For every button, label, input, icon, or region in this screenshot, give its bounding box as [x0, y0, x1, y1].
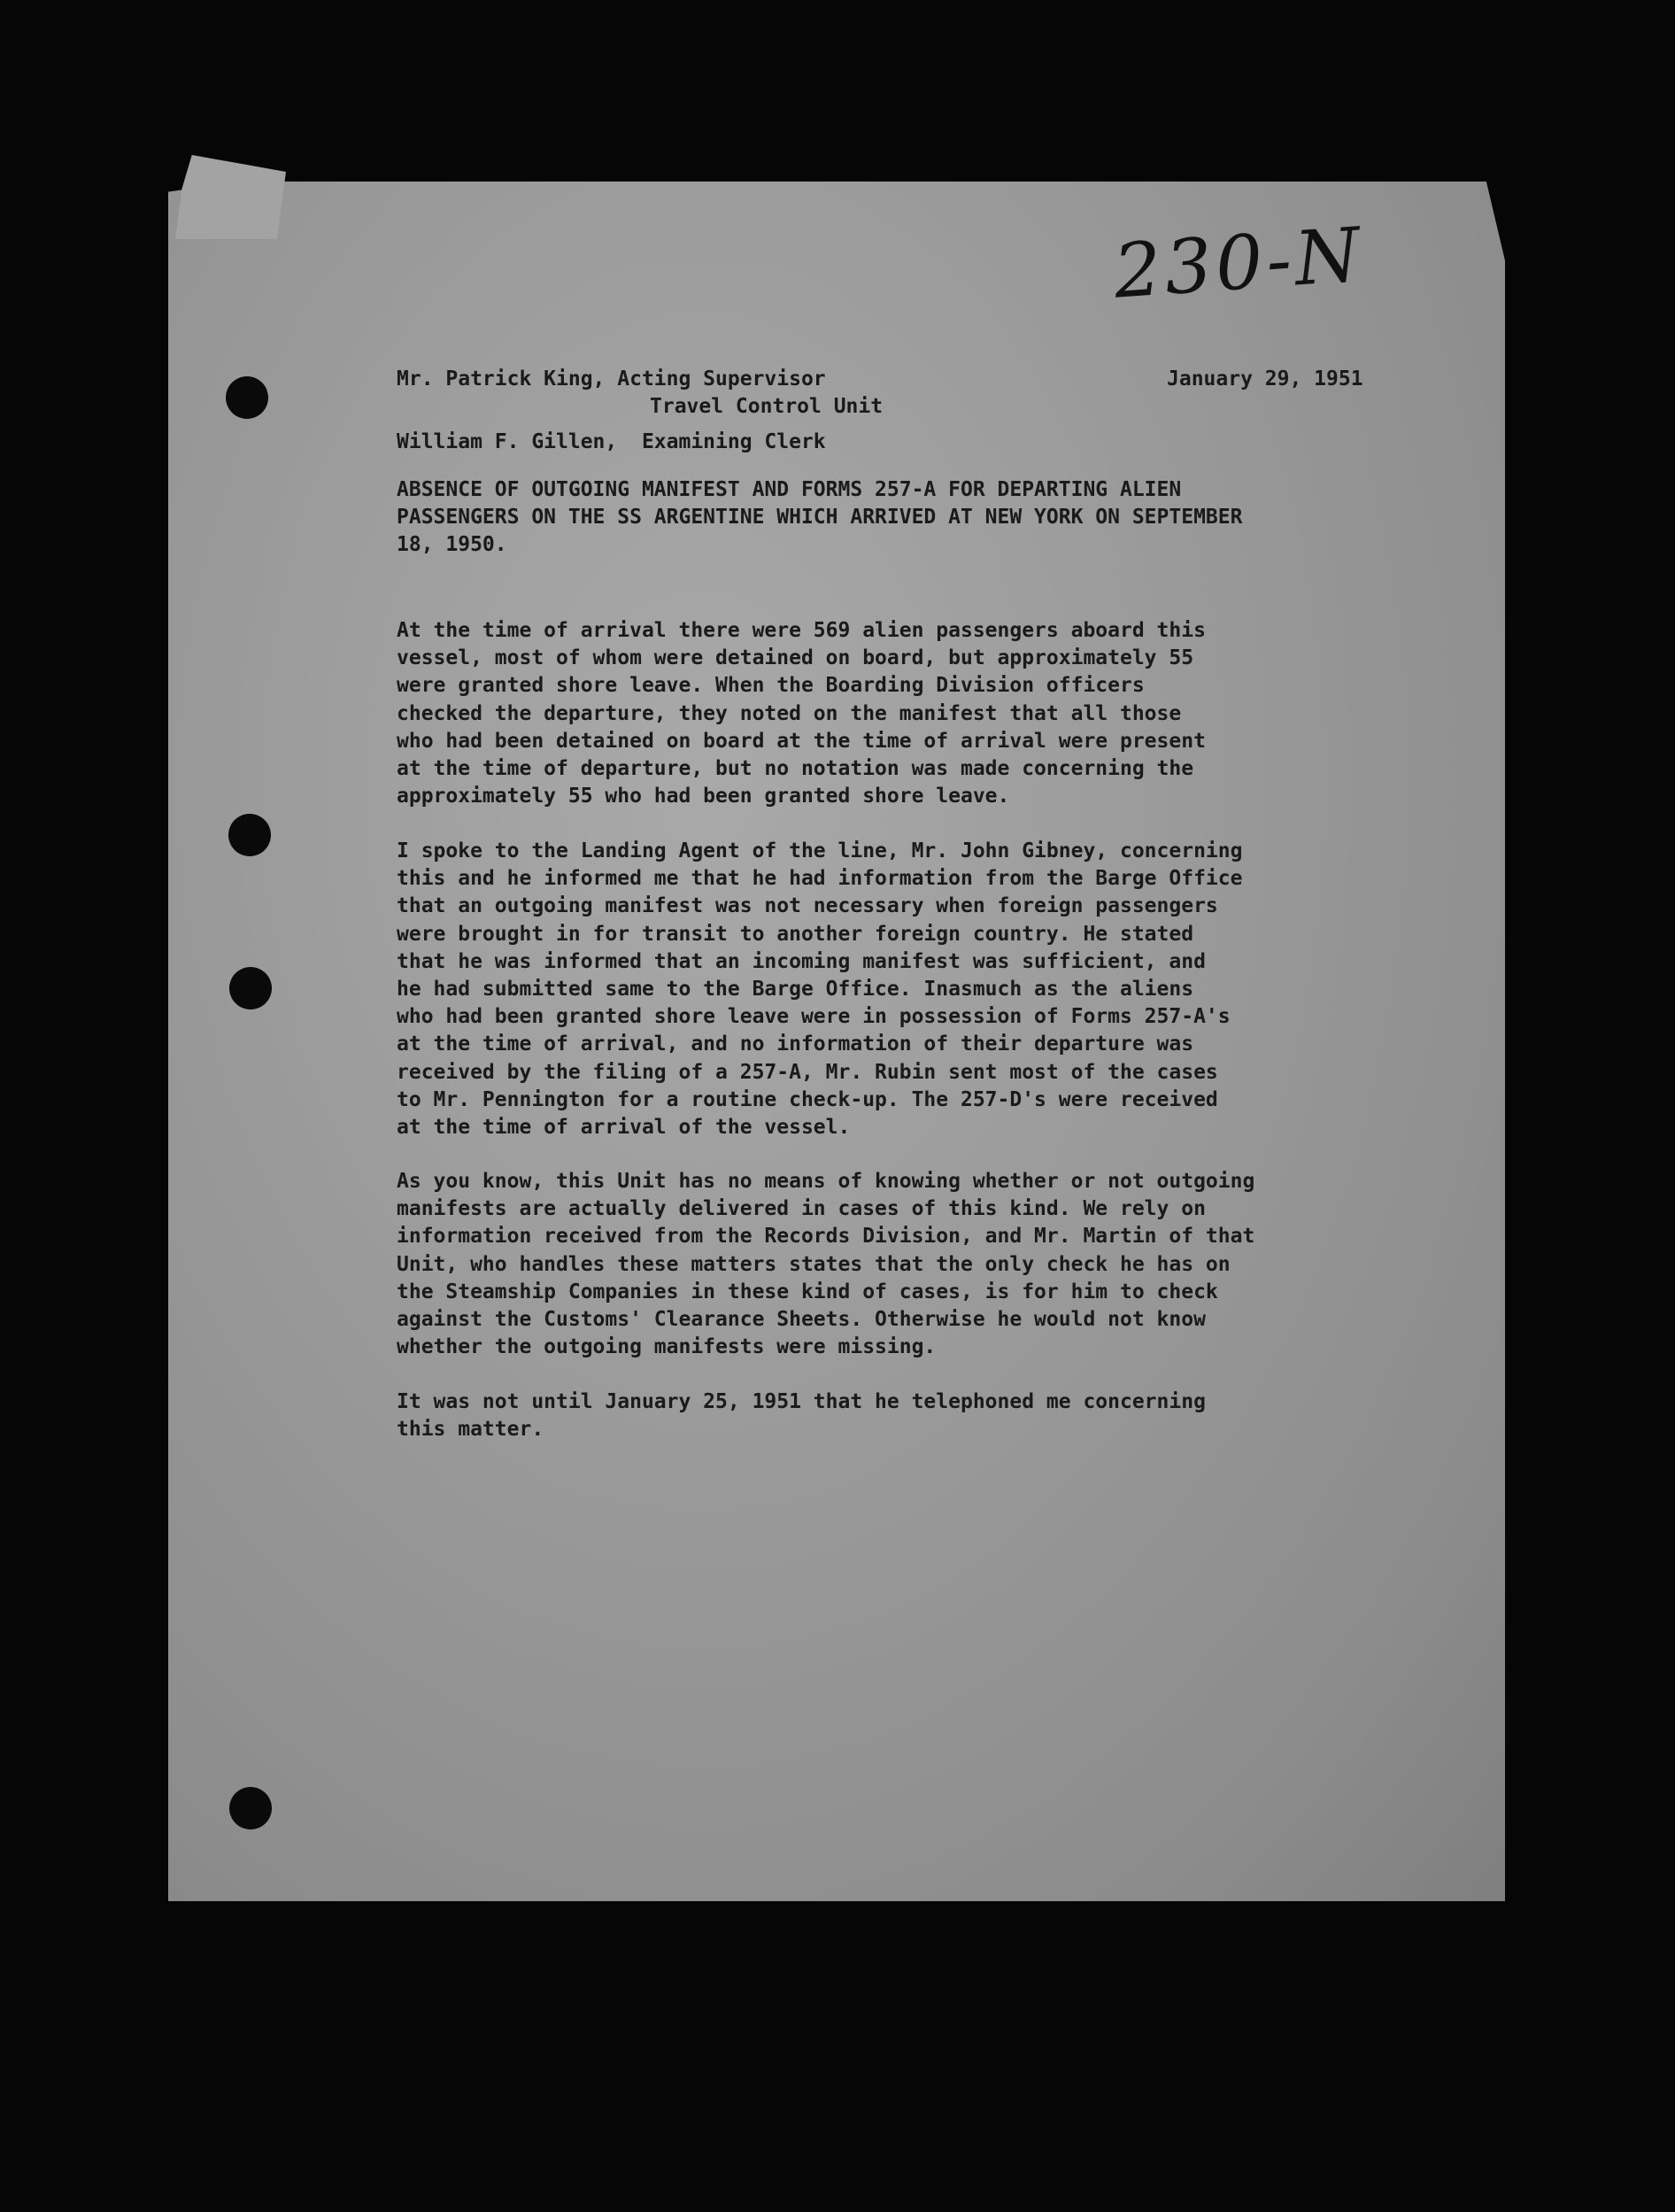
torn-corner	[175, 155, 286, 239]
punch-hole-bottom	[229, 1787, 272, 1829]
memo-to-line: Mr. Patrick King, Acting Supervisor	[397, 367, 826, 391]
memo-paragraph-3: As you know, this Unit has no means of knowing whether or not outgoing manifests are actually delivered in cases of this kind. We rely on information received from the Records Division, and Mr. Martin of that Unit, who handles these matters states that the only check he has on the Steamship Companies in these kind of cases, is for him to check against the Customs' Clearance Sheets. Otherwise he would not know whether the outgoing manifests were missing.	[397, 1170, 1255, 1359]
handwritten-file-number: 230-N	[1110, 211, 1367, 315]
subject-line-2: PASSENGERS ON THE SS ARGENTINE WHICH ARRIVED AT NEW YORK ON SEPTEMBER	[397, 506, 1243, 529]
punch-hole-top	[226, 376, 268, 419]
punch-hole-lower-middle	[229, 967, 272, 1009]
subject-line-1: ABSENCE OF OUTGOING MANIFEST AND FORMS 257-A FOR DEPARTING ALIEN	[397, 478, 1182, 501]
memo-paragraph-4: It was not until January 25, 1951 that he telephoned me concerning this matter.	[397, 1390, 1206, 1442]
punch-hole-upper-middle	[228, 814, 271, 856]
memo-paragraph-1: At the time of arrival there were 569 alien passengers aboard this vessel, most of whom were detained on board, but approximately 55 were granted shore leave. When the Boarding Division officers checked the departure, they noted on the manifest that all those who had been detained on board at the time of arrival were present at the time of departure, but no notation was made concerning the approximately 55 who had been granted shore leave.	[397, 619, 1206, 808]
memo-date: January 29, 1951	[1167, 367, 1363, 391]
memo-to-unit: Travel Control Unit	[650, 395, 884, 418]
memo-from-line: William F. Gillen, Examining Clerk	[397, 430, 826, 453]
subject-line-3: 18, 1950.	[397, 533, 507, 556]
memo-paragraph-2: I spoke to the Landing Agent of the line, Mr. John Gibney, concerning this and he informed me that he had information from the Barge Office that an outgoing manifest was not necessary when foreign passengers were brought in for transit to another foreign country. He stated that he was informed that an incoming manifest was sufficient, and he had submitted same to the Barge Office. Inasmuch as the aliens who had been granted shore leave were in possession of Forms 257-A's at the time of arrival, and no information of their departure was received by the filing of a 257-A, Mr. Rubin sent most of the cases to Mr. Pennington for a routine check-up. The 257-D's were received at the time of arrival of the vessel.	[397, 839, 1243, 1140]
